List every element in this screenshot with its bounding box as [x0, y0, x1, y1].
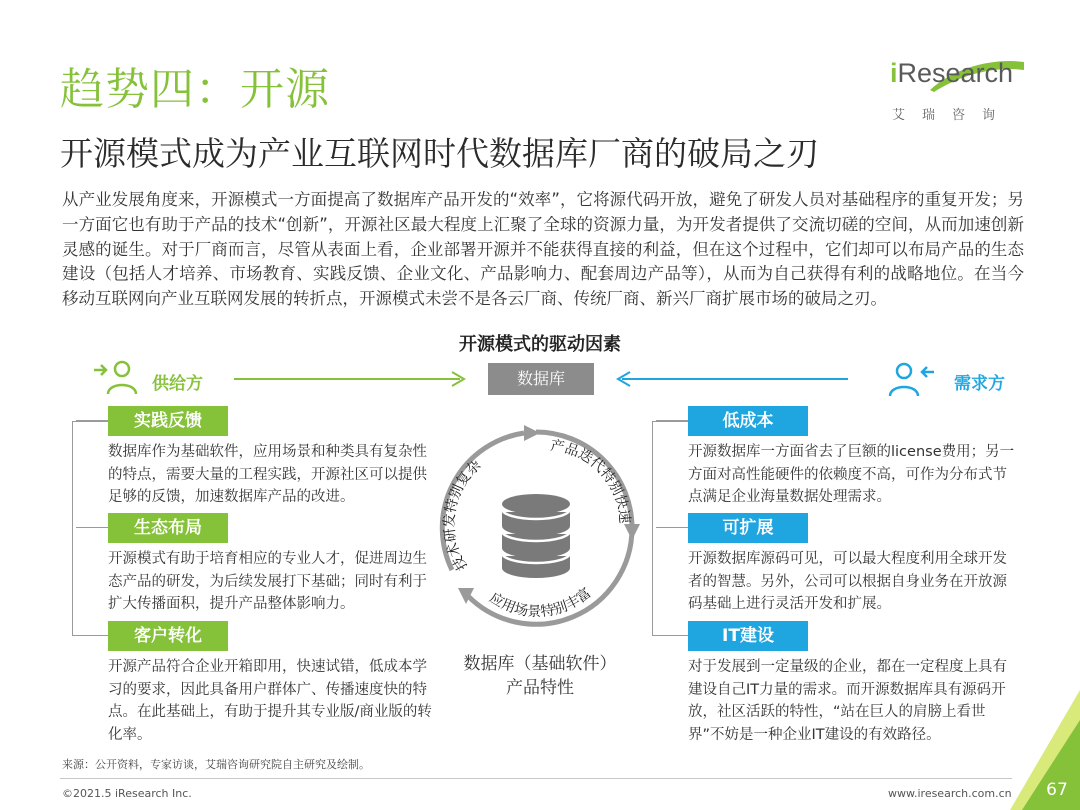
demand-arrow-icon: [612, 366, 848, 392]
scalable-text: 开源数据库源码可见，可以最大程度利用全球开发者的智慧。另外，公司可以根据自身业务在开放源码基础上进行灵活开发和扩展。: [688, 551, 1007, 612]
cycle-text-left: 技术研发特别复杂: [441, 457, 485, 573]
copyright-text: ©2021.5 iResearch Inc.: [62, 787, 192, 800]
low-cost-text: 开源数据库一方面省去了巨额的license费用；另一方面对高性能硬件的依赖度不高，可作为分布式节点满足企业海量数据处理需求。: [688, 444, 1015, 505]
cycle-text-right: 产品迭代特别快速: [549, 437, 633, 525]
practice-feedback-text: 数据库作为基础软件，应用场景和种类具有复杂性的特点，需要大量的工程实践，开源社区可以提供足够的反馈，加速数据库产品的改进。: [108, 444, 427, 505]
tag-scalable: 可扩展: [688, 513, 808, 543]
tag-practice-feedback: 实践反馈: [108, 406, 228, 436]
tag-it-construction: IT建设: [688, 621, 808, 651]
logo-i: i: [890, 58, 898, 88]
logo-wordmark: [890, 58, 1013, 89]
tag-customer-conversion: 客户转化: [108, 621, 228, 651]
tag-low-cost: 低成本: [688, 406, 808, 436]
ecosystem-text: 开源模式有助于培育相应的专业人才，促进周边生态产品的研发，为后续发展打下基础；同时有利于扩大传播面积，提升产品整体影响力。: [108, 551, 427, 612]
iresearch-logo: [890, 58, 1030, 128]
cycle-arrowhead-top: [524, 425, 540, 441]
intro-paragraph: 从产业发展角度来，开源模式一方面提高了数据库产品开发的“效率”，它将源代码开放，避免了研发人员对基础程序的重复开发；另一方面它也有助于产品的技术“创新”，开源社区最大程度上汇聚了全球的资源力量，为开发者提供了交流切磋的空间，从而加速创新灵感的诞生。对于厂商而言，尽管从表面上看，企业部署开源并不能获得直接的利益，但在这个过程中，它们却可以布局产品的生态建设（包括人才培养、市场教育、实践反馈、企业文化、产品影响力、配套周边产品等），从而为自己获得有利的战略地位。在当今移动互联网向产业互联网发展的转折点，开源模式未尝不是各云厂商、传统厂商、新兴厂商扩展市场的破局之刃。: [62, 190, 1024, 309]
cycle-caption-line1: 数据库（基础软件）: [463, 654, 617, 674]
supply-label: 供给方: [152, 374, 203, 394]
customer-conversion-text: 开源产品符合企业开箱即用，快速试错，低成本学习的要求，因此具备用户群体广、传播速度快的特点。在此基础上，有助于提升其专业版/商业版的转化率。: [108, 659, 432, 743]
cycle-text-bottom: 应用场景特别丰富: [486, 585, 595, 621]
page-number: 67: [1046, 780, 1068, 800]
source-note: 来源：公开资料，专家访谈，艾瑞咨询研究院自主研究及绘制。: [62, 758, 370, 771]
logo-word: Research: [897, 58, 1014, 88]
left-bracket: [72, 421, 108, 636]
it-construction-text: 对于发展到一定量级的企业，都在一定程度上具有建设自己IT力量的需求。而开源数据库具有源码开放，社区活跃的特性，“站在巨人的肩膀上看世界”不妨是一种企业IT建设的有效路径。: [688, 659, 1007, 743]
page-subtitle: 开源模式成为产业互联网时代数据库厂商的破局之刃: [60, 134, 819, 173]
database-icon: [502, 494, 570, 578]
supply-person-icon: [92, 358, 142, 398]
database-box: 数据库: [488, 363, 594, 395]
cycle-caption: [440, 652, 640, 700]
tag-ecosystem: 生态布局: [108, 513, 228, 543]
diagram-title: 开源模式的驱动因素: [459, 334, 621, 355]
footer-divider: [60, 778, 1012, 779]
page-title: 趋势四：开源: [60, 64, 330, 115]
demand-label: 需求方: [954, 374, 1005, 394]
supply-arrow-icon: [234, 366, 470, 392]
feature-cycle-diagram: [428, 420, 644, 636]
right-bracket: [652, 421, 688, 636]
cycle-arrowhead-right: [624, 524, 640, 540]
cycle-caption-line2: 产品特性: [506, 678, 574, 698]
website-text: www.iresearch.com.cn: [888, 787, 1012, 800]
demand-person-icon: [886, 360, 936, 400]
logo-chinese: 艾瑞咨询: [892, 108, 1013, 123]
